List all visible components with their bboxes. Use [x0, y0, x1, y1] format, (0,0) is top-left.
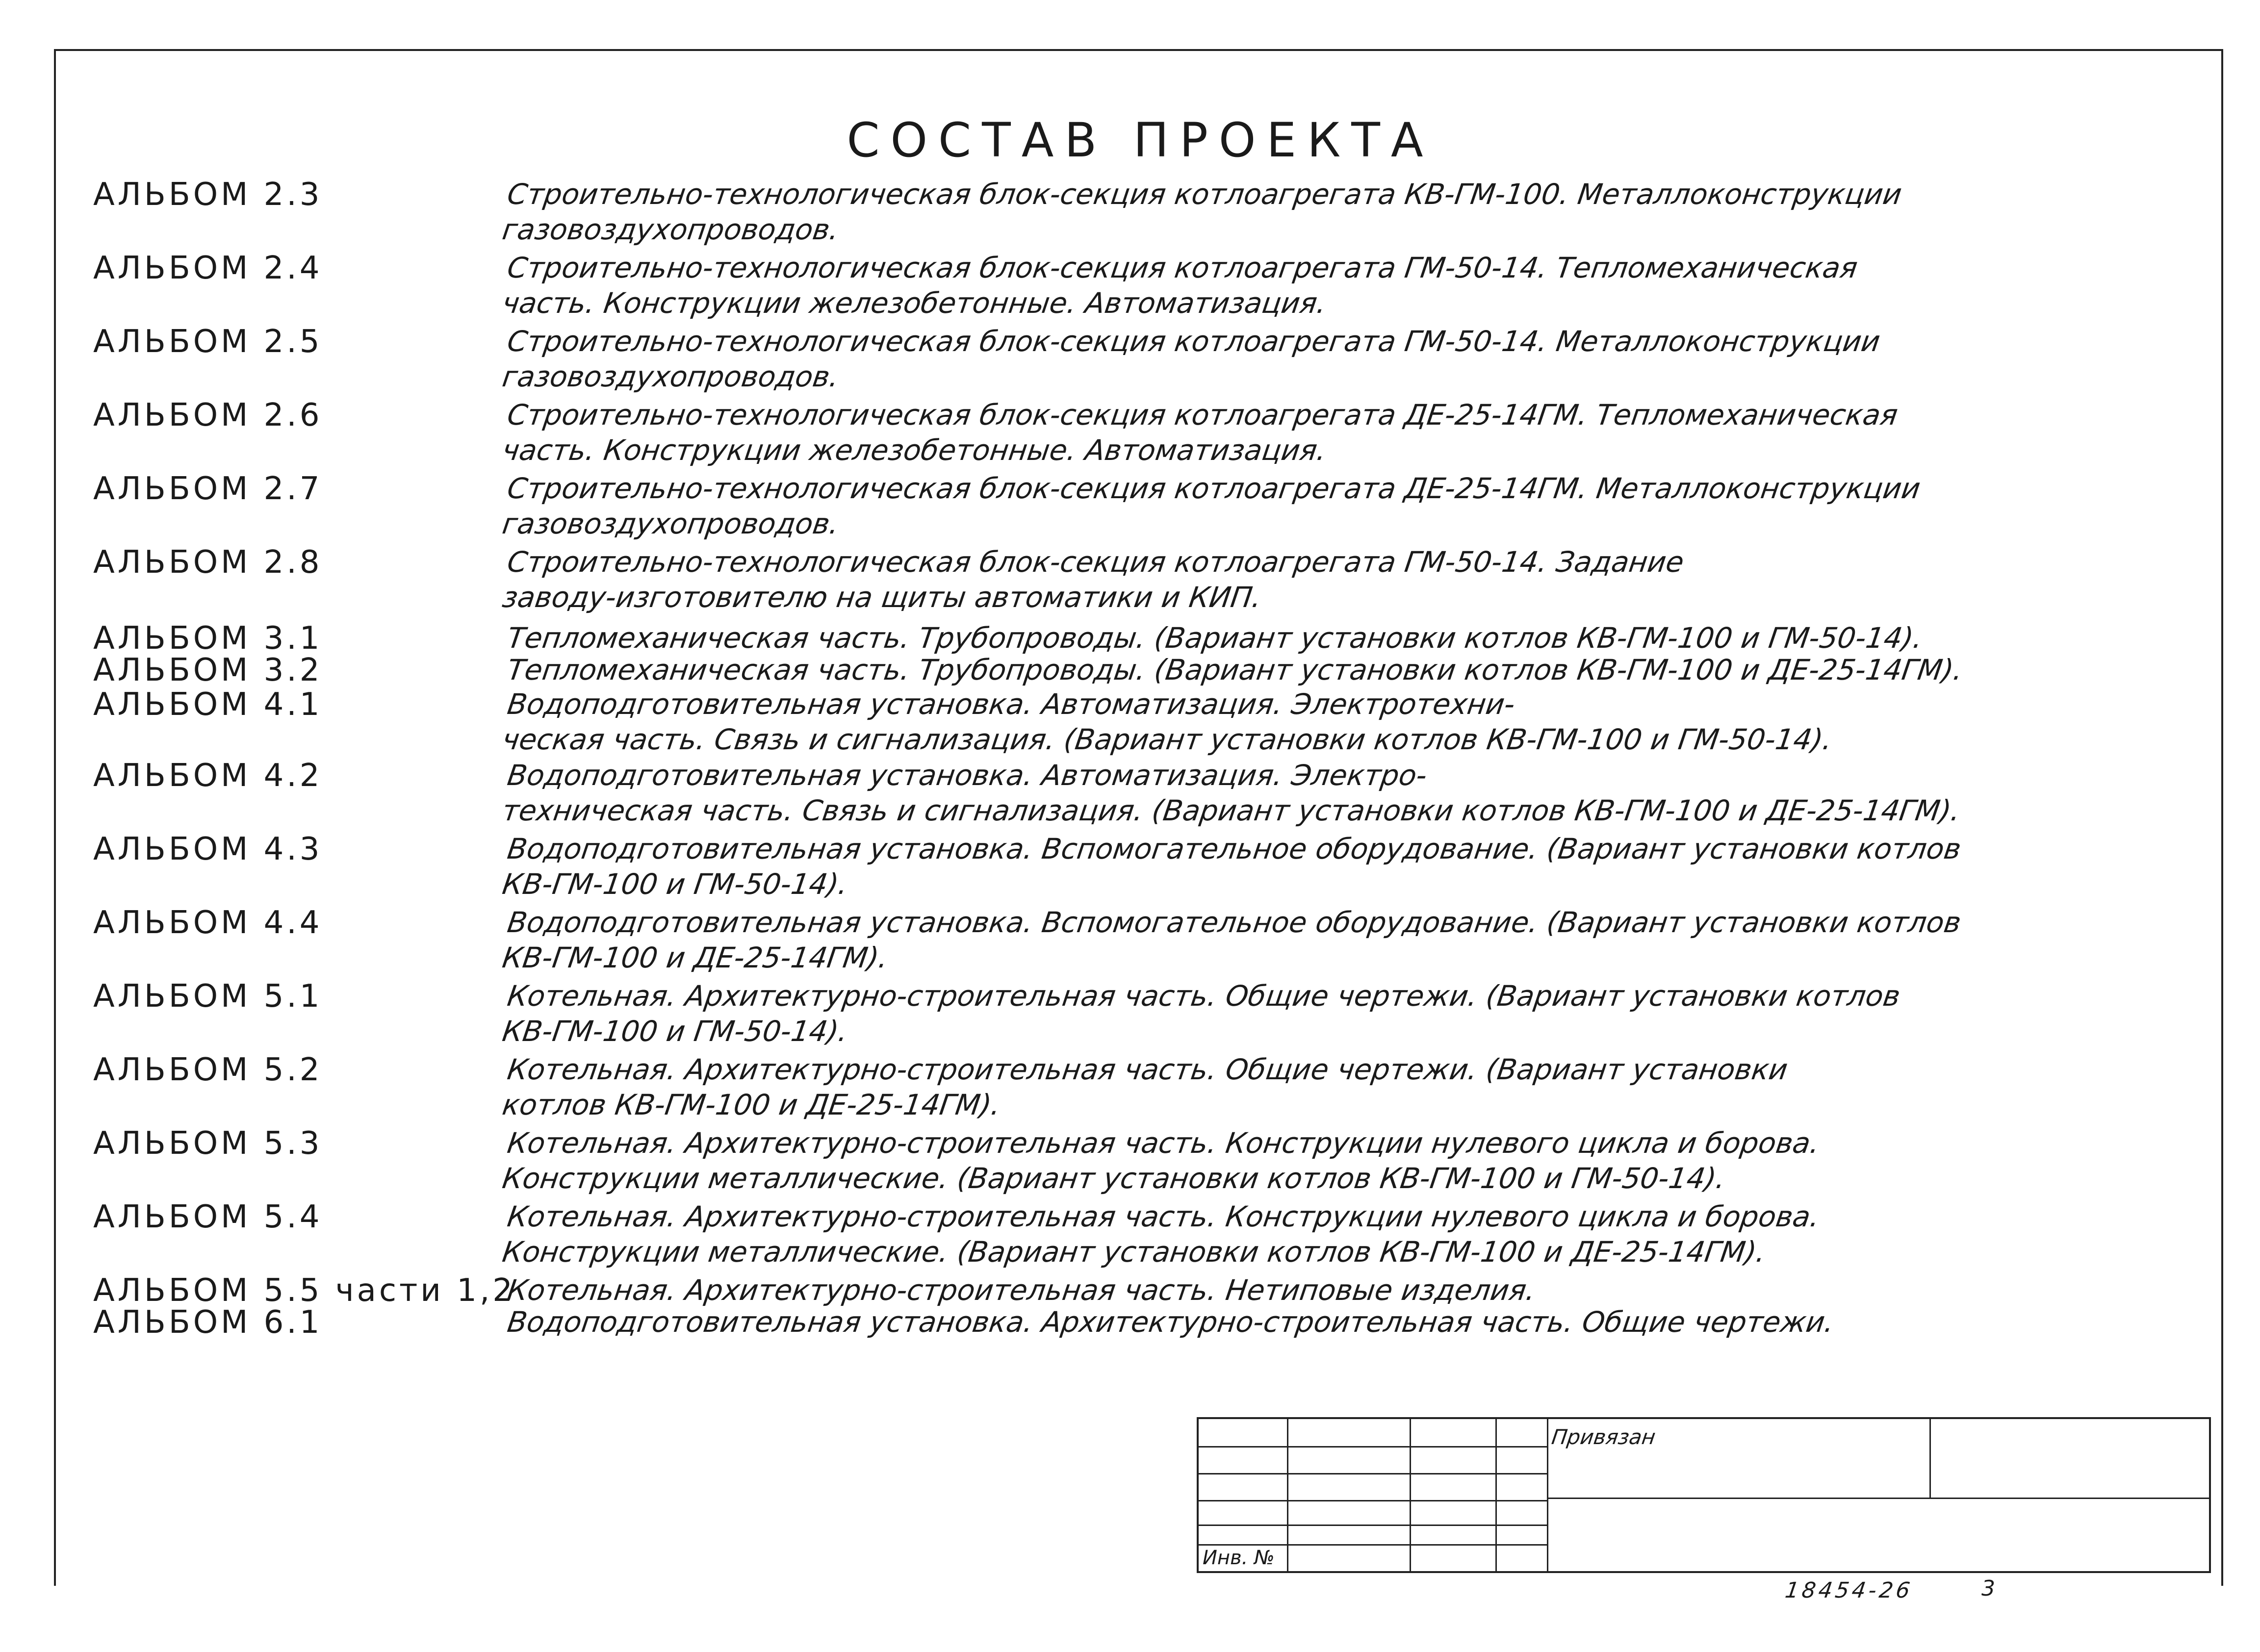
title-block-rule [1547, 1498, 2209, 1499]
album-description [500, 250, 2227, 321]
album-description [500, 831, 2227, 902]
album-description-line: Котельная. Архитектурно-строительная часть. Нетиповые изделия. [505, 1273, 1538, 1307]
inventory-number-label: Инв. № [1203, 1547, 1275, 1569]
album-label: АЛЬБОМ 5.3 [93, 1125, 323, 1162]
album-description-line: Водоподготовительная установка. Автоматизация. Электро- [505, 759, 1429, 792]
title-block-divider [1410, 1419, 1411, 1571]
album-label: АЛЬБОМ 2.4 [93, 250, 323, 286]
album-description [505, 652, 2227, 687]
album-description-line: Строительно-технологическая блок-секция котлоагрегата ГМ-50-14. Металлоконструкции [505, 325, 1882, 358]
album-description [500, 397, 2227, 468]
album-description-line: газовоздухопроводов. [500, 213, 841, 246]
title-block-divider [1495, 1419, 1497, 1571]
album-description-line: Водоподготовительная установка. Архитектурно-строительная часть. Общие чертежи. [505, 1305, 1836, 1339]
album-description [500, 471, 2227, 541]
album-description-line: Строительно-технологическая блок-секция котлоагрегата КВ-ГМ-100. Металлоконструкции [505, 178, 1904, 211]
album-description-line: Котельная. Архитектурно-строительная часть. Конструкции нулевого цикла и борова. [505, 1126, 1822, 1160]
album-description [505, 620, 2227, 656]
title-block-rule [1199, 1446, 1547, 1448]
album-label: АЛЬБОМ 3.1 [93, 620, 323, 657]
album-description-line: КВ-ГМ-100 и ГМ-50-14). [500, 867, 850, 901]
album-description-line: Котельная. Архитектурно-строительная часть. Конструкции нулевого цикла и борова. [505, 1200, 1822, 1233]
album-label: АЛЬБОМ 2.8 [93, 544, 323, 581]
album-label: АЛЬБОМ 5.5 части 1,2 [93, 1272, 515, 1309]
album-description [500, 1199, 2227, 1270]
album-label: АЛЬБОМ 6.1 [93, 1304, 323, 1341]
album-description-line: Конструкции металлические. (Вариант установки котлов КВ-ГМ-100 и ДЕ-25-14ГМ). [500, 1235, 1768, 1269]
album-description [500, 324, 2227, 394]
album-description [500, 978, 2227, 1049]
title-block [1197, 1417, 2211, 1573]
title-block-rule [1199, 1473, 1547, 1474]
album-description-line: Строительно-технологическая блок-секция котлоагрегата ГМ-50-14. Тепломеханическая [505, 251, 1860, 284]
title-block-rule [1199, 1544, 1547, 1546]
title-block-rule [1199, 1525, 1547, 1526]
album-description-line: Котельная. Архитектурно-строительная часть. Общие чертежи. (Вариант установки [505, 1053, 1790, 1086]
album-description-line: заводу-изготовителю на щиты автоматики и КИП. [500, 581, 1264, 614]
album-description-line: ческая часть. Связь и сигнализация. (Вариант установки котлов КВ-ГМ-100 и ГМ-50-14). [500, 723, 1834, 756]
album-description [505, 1304, 2227, 1340]
album-description-line: Котельная. Архитектурно-строительная часть. Общие чертежи. (Вариант установки котлов [505, 979, 1902, 1013]
album-description-line: Строительно-технологическая блок-секция котлоагрегата ДЕ-25-14ГМ. Тепломеханическая [505, 398, 1900, 432]
title-block-rule [1199, 1500, 1547, 1501]
album-label: АЛЬБОМ 5.2 [93, 1052, 323, 1088]
album-description-line: часть. Конструкции железобетонные. Автоматизация. [500, 286, 1329, 320]
title-block-divider [1929, 1419, 1931, 1498]
album-label: АЛЬБОМ 2.3 [93, 177, 323, 213]
title-block-divider [1547, 1419, 1548, 1571]
album-label: АЛЬБОМ 3.2 [93, 652, 323, 688]
album-description-line: котлов КВ-ГМ-100 и ДЕ-25-14ГМ). [500, 1088, 1003, 1121]
album-description-line: Тепломеханическая часть. Трубопроводы. (Вариант установки котлов КВ-ГМ-100 и ГМ-50-14). [505, 621, 1925, 655]
album-description [500, 1125, 2227, 1196]
album-description-line: Водоподготовительная установка. Автоматизация. Электротехни- [505, 687, 1517, 721]
album-label: АЛЬБОМ 2.5 [93, 324, 323, 360]
album-description-line: КВ-ГМ-100 и ДЕ-25-14ГМ). [500, 941, 890, 974]
album-description [505, 1272, 2227, 1308]
privyazan-label: Привязан [1550, 1425, 1657, 1449]
album-label: АЛЬБОМ 2.6 [93, 397, 323, 433]
album-label: АЛЬБОМ 4.2 [93, 758, 323, 794]
album-description-line: техническая часть. Связь и сигнализация. (Вариант установки котлов КВ-ГМ-100 и ДЕ-25-14ГМ). [500, 794, 1963, 827]
album-description-line: газовоздухопроводов. [500, 507, 841, 540]
album-description-line: Тепломеханическая часть. Трубопроводы. (Вариант установки котлов КВ-ГМ-100 и ДЕ-25-14ГМ). [505, 653, 1965, 686]
album-label: АЛЬБОМ 4.3 [93, 831, 323, 867]
album-description-line: газовоздухопроводов. [500, 360, 841, 393]
album-label: АЛЬБОМ 2.7 [93, 471, 323, 507]
album-description [500, 905, 2227, 975]
title-block-divider [1287, 1419, 1288, 1571]
album-description [500, 1052, 2227, 1122]
page-title: СОСТАВ ПРОЕКТА [847, 113, 1434, 168]
sheet-number: 3 [1981, 1576, 1995, 1601]
album-description-line: Строительно-технологическая блок-секция котлоагрегата ДЕ-25-14ГМ. Металлоконструкции [505, 472, 1923, 505]
album-description [500, 177, 2227, 247]
album-description-line: Водоподготовительная установка. Вспомогательное оборудование. (Вариант установки котлов [505, 906, 1963, 939]
album-description-line: часть. Конструкции железобетонные. Автоматизация. [500, 433, 1329, 467]
sheet-code: 18454-26 [1783, 1578, 1915, 1603]
album-label: АЛЬБОМ 4.4 [93, 905, 323, 941]
album-description [500, 758, 2227, 828]
album-description [500, 686, 2227, 757]
album-label: АЛЬБОМ 4.1 [93, 686, 323, 723]
album-description [500, 544, 2227, 615]
album-label: АЛЬБОМ 5.4 [93, 1199, 323, 1235]
album-label: АЛЬБОМ 5.1 [93, 978, 323, 1015]
album-description-line: Водоподготовительная установка. Вспомогательное оборудование. (Вариант установки котлов [505, 832, 1963, 865]
album-description-line: Конструкции металлические. (Вариант установки котлов КВ-ГМ-100 и ГМ-50-14). [500, 1162, 1728, 1195]
album-description-line: КВ-ГМ-100 и ГМ-50-14). [500, 1015, 850, 1048]
album-description-line: Строительно-технологическая блок-секция котлоагрегата ГМ-50-14. Задание [505, 545, 1686, 579]
